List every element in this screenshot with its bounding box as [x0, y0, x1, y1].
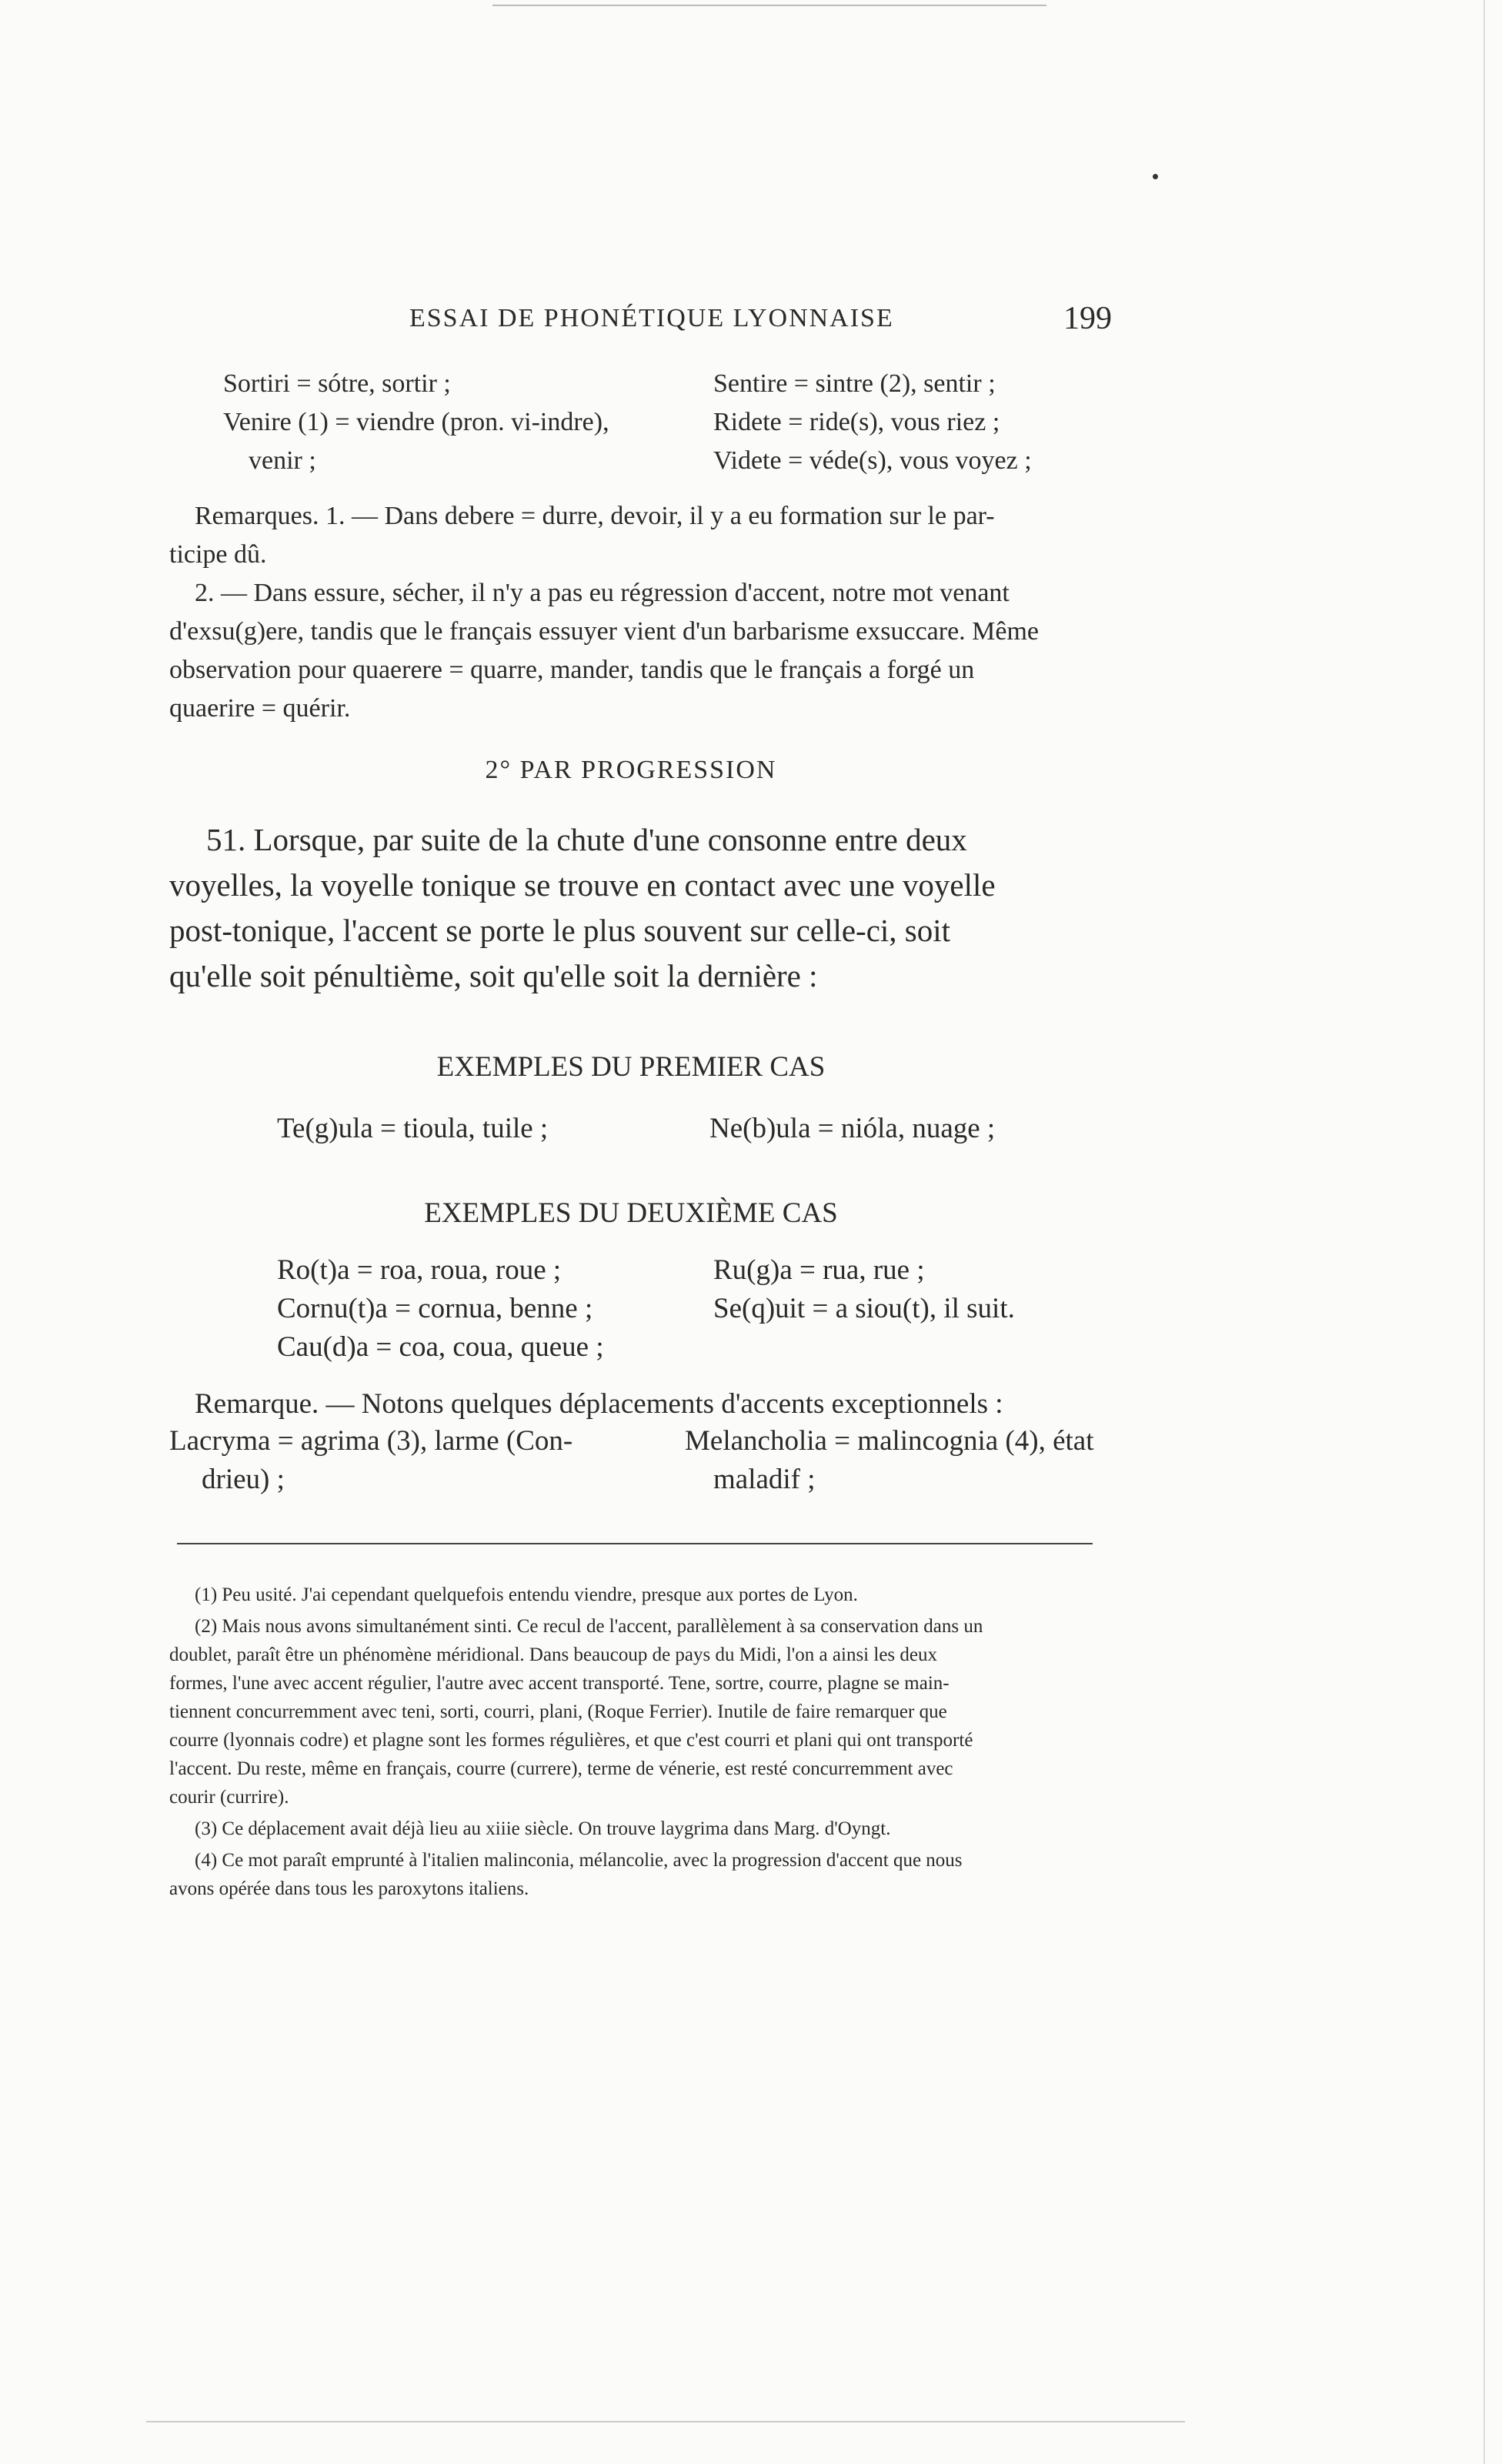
footnote-2-line-2: doublet, paraît être un phénomène méridional. Dans beaucoup de pays du Midi, l'on a ainsi les deux	[169, 1644, 937, 1665]
verb-right-1: Sentire = sintre (2), sentir ;	[713, 369, 996, 398]
example-second-left-1: Ro(t)a = roa, roua, roue ;	[277, 1254, 562, 1286]
verb-right-2: Ridete = ride(s), vous riez ;	[713, 408, 1000, 436]
remark-2-line-1: 2. — Dans essure, sécher, il n'y a pas eu régression d'accent, notre mot venant	[195, 579, 1010, 607]
example-first-right: Ne(b)ula = nióla, nuage ;	[709, 1113, 996, 1144]
example-second-left-2: Cornu(t)a = cornua, benne ;	[277, 1293, 593, 1324]
footnote-1: (1) Peu usité. J'ai cependant quelquefois entendu viendre, presque aux portes de Lyon.	[195, 1584, 858, 1605]
paragraph-51-line-2: voyelles, la voyelle tonique se trouve en contact avec une voyelle	[169, 867, 996, 903]
remark-exceptional-right-1: Melancholia = malincognia (4), état	[685, 1425, 1094, 1457]
remark-2-line-2: d'exsu(g)ere, tandis que le français essuyer vient d'un barbarisme exsuccare. Même	[169, 617, 1040, 646]
remark-1-line-2: ticipe dû.	[169, 540, 267, 569]
footnote-4-line-2: avons opérée dans tous les paroxytons italiens.	[169, 1878, 529, 1899]
running-title: ESSAI DE PHONÉTIQUE LYONNAISE	[409, 304, 894, 332]
remark-exceptional-right-2: maladif ;	[713, 1464, 816, 1495]
verb-left-3: venir ;	[249, 446, 316, 475]
example-second-right-2: Se(q)uit = a siou(t), il suit.	[713, 1293, 1015, 1324]
remark-exceptional-left-2: drieu) ;	[202, 1464, 285, 1495]
scan-mark	[1153, 174, 1158, 179]
remark-exceptional: Remarque. — Notons quelques déplacements d'accents exceptionnels :	[195, 1388, 1003, 1420]
footnote-4-line-1: (4) Ce mot paraît emprunté à l'italien malinconia, mélancolie, avec la progression d'accent que nous	[195, 1850, 963, 1871]
remark-1-line-1: Remarques. 1. — Dans debere = durre, devoir, il y a eu formation sur le par-	[195, 502, 995, 530]
scan-top-edge	[492, 5, 1046, 6]
paragraph-51-line-1: 51. Lorsque, par suite de la chute d'une consonne entre deux	[206, 822, 967, 857]
remark-2-line-4: quaerire = quérir.	[169, 694, 351, 723]
page-number: 199	[1063, 301, 1112, 336]
example-second-left-3: Cau(d)a = coa, coua, queue ;	[277, 1331, 604, 1363]
section-heading: 2° PAR PROGRESSION	[485, 756, 777, 784]
scan-right-edge	[1484, 0, 1485, 2464]
footnote-2-line-4: tiennent concurremment avec teni, sorti, courri, plani, (Roque Ferrier). Inutile de faire remarquer que	[169, 1701, 947, 1722]
example-second-right-1: Ru(g)a = rua, rue ;	[713, 1254, 925, 1286]
footnote-3: (3) Ce déplacement avait déjà lieu au xiiie siècle. On trouve laygrima dans Marg. d'Oyngt.	[195, 1818, 891, 1839]
example-first-left: Te(g)ula = tioula, tuile ;	[277, 1113, 549, 1144]
footnote-2-line-3: formes, l'une avec accent régulier, l'autre avec accent transporté. Tene, sortre, courre, plagne se main-	[169, 1673, 950, 1694]
remark-2-line-3: observation pour quaerere = quarre, mander, tandis que le français a forgé un	[169, 656, 975, 684]
footnote-rule	[177, 1543, 1093, 1544]
verb-right-3: Videte = véde(s), vous voyez ;	[713, 446, 1032, 475]
footnote-2-line-7: courir (currire).	[169, 1787, 289, 1808]
verb-left-1: Sortiri = sótre, sortir ;	[223, 369, 451, 398]
paragraph-51-line-3: post-tonique, l'accent se porte le plus souvent sur celle-ci, soit	[169, 913, 951, 948]
paragraph-51-line-4: qu'elle soit pénultième, soit qu'elle soit la dernière :	[169, 958, 818, 993]
remark-exceptional-left-1: Lacryma = agrima (3), larme (Con-	[169, 1425, 573, 1457]
footnote-2-line-5: courre (lyonnais codre) et plagne sont les formes régulières, et que c'est courri et plani qui ont transporté	[169, 1730, 973, 1751]
footnote-2-line-6: l'accent. Du reste, même en français, courre (currere), terme de vénerie, est resté concurremment avec	[169, 1758, 953, 1779]
scan-bottom-edge	[146, 2421, 1185, 2422]
examples-first-heading: EXEMPLES DU PREMIER CAS	[436, 1051, 826, 1083]
examples-second-heading: EXEMPLES DU DEUXIÈME CAS	[424, 1197, 838, 1229]
footnote-2-line-1: (2) Mais nous avons simultanément sinti. Ce recul de l'accent, parallèlement à sa conservation dans un	[195, 1616, 983, 1637]
verb-left-2: Venire (1) = viendre (pron. vi-indre),	[223, 408, 609, 436]
